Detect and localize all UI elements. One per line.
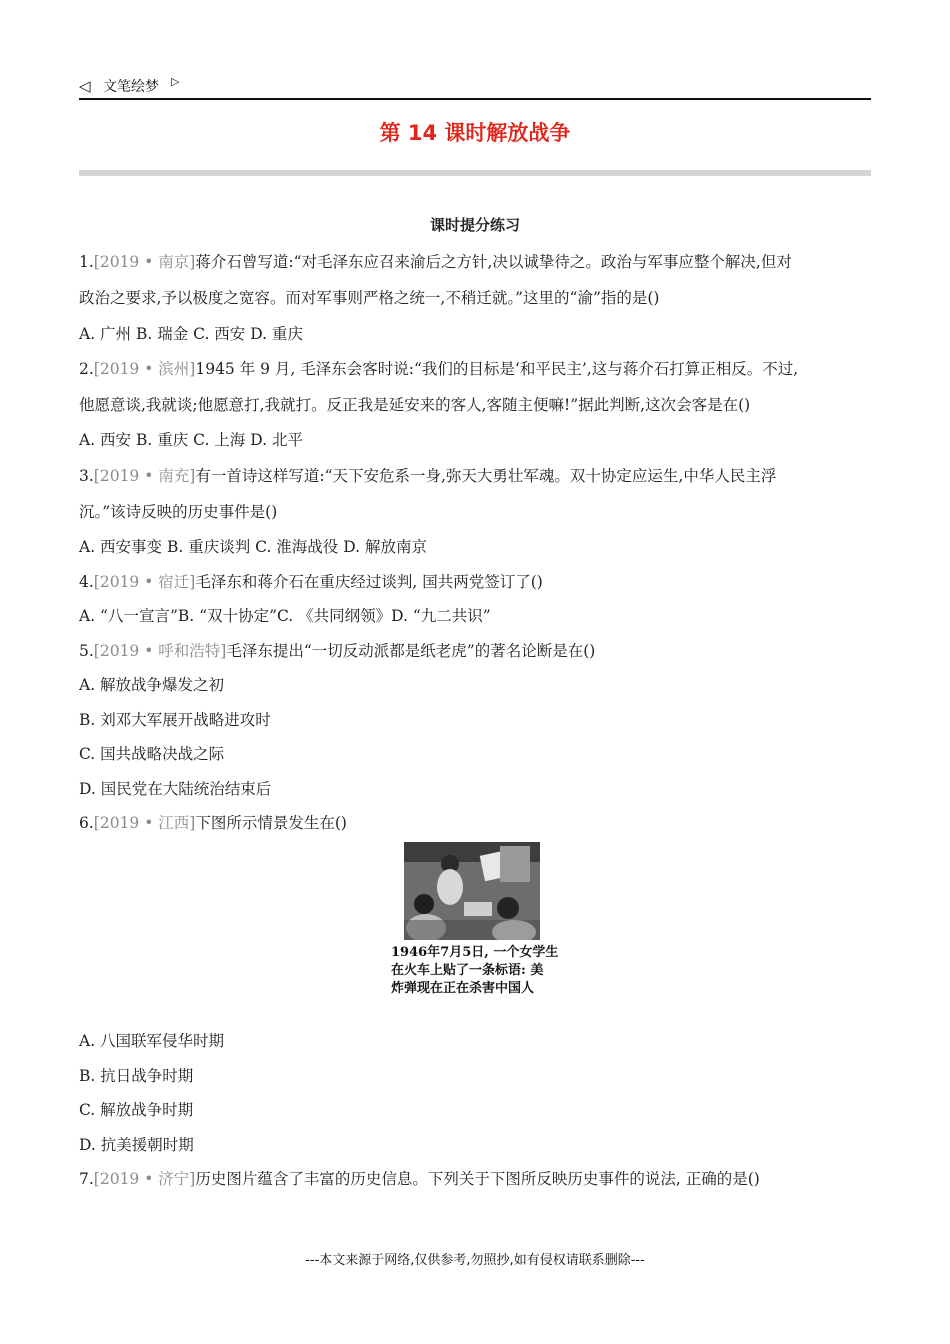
q4-line-1: 4.[2019 • 宿迁]毛泽东和蒋介石在重庆经过谈判, 国共两党签订了()	[79, 573, 543, 591]
q6-source: [2019 • 江西]	[93, 814, 196, 832]
q3-line-1: 3.[2019 • 南充]有一首诗这样写道:“天下安危系一身,弥天大勇壮军魂。双十协定应运生,中华人民主浮	[79, 467, 777, 485]
q3-source: [2019 • 南充]	[93, 467, 196, 485]
q6-option-b: B. 抗日战争时期	[79, 1067, 194, 1085]
triangle-left-icon: ◁	[79, 77, 91, 95]
brand-label: 文笔绘梦	[103, 79, 159, 95]
q1-source: [2019 • 南京]	[93, 253, 196, 271]
q5-option-d: D. 国民党在大陆统治结束后	[79, 780, 272, 798]
q3-line-2: 沉。”该诗反映的历史事件是()	[79, 503, 278, 521]
q6-option-c: C. 解放战争时期	[79, 1101, 194, 1119]
triangle-right-icon: ▷	[171, 75, 180, 88]
page-footer: ---本文来源于网络,仅供参考,勿照抄,如有侵权请联系删除---	[305, 1253, 645, 1268]
q2-source: [2019 • 滨州]	[93, 360, 196, 378]
q2-options: A. 西安 B. 重庆 C. 上海 D. 北平	[79, 431, 303, 449]
q1-line-1: 1.[2019 • 南京]蒋介石曾写道:“对毛泽东应召来渝后之方针,决以诚挚待之。政治与军事应整个解决,但对	[79, 253, 792, 271]
q3-options: A. 西安事变 B. 重庆谈判 C. 淮海战役 D. 解放南京	[79, 538, 427, 556]
q4-options: A. “八一宣言”B. “双十协定”C. 《共同纲领》D. “九二共识”	[79, 607, 491, 625]
photo-illustration	[404, 842, 540, 940]
q6-option-a: A. 八国联军侵华时期	[79, 1032, 225, 1050]
q6-line-1: 6.[2019 • 江西]下图所示情景发生在()	[79, 814, 347, 832]
q5-option-a: A. 解放战争爆发之初	[79, 676, 225, 694]
q4-source: [2019 • 宿迁]	[93, 573, 196, 591]
historical-photo	[404, 842, 540, 940]
photo-caption	[391, 944, 581, 998]
q7-source: [2019 • 济宁]	[93, 1170, 196, 1188]
q2-line-2: 他愿意谈,我就谈;他愿意打,我就打。反正我是延安来的客人,客随主便嘛!”据此判断,这次会客是在()	[79, 396, 751, 414]
divider-bar	[79, 170, 871, 176]
q6-option-d: D. 抗美援朝时期	[79, 1136, 194, 1154]
q5-option-b: B. 刘邓大军展开战略进攻时	[79, 711, 271, 729]
q1-line-2: 政治之要求,予以极度之宽容。而对军事则严格之统一,不稍迁就。”这里的“渝”指的是()	[79, 289, 660, 307]
q5-line-1: 5.[2019 • 呼和浩特]毛泽东提出“一切反动派都是纸老虎”的著名论断是在()	[79, 642, 596, 660]
q5-option-c: C. 国共战略决战之际	[79, 745, 225, 763]
page-header	[79, 74, 871, 100]
q2-line-1: 2.[2019 • 滨州]1945 年 9 月, 毛泽东会客时说:“我们的目标是‘和平民主’,这与蒋介石打算正相反。不过,	[79, 360, 799, 378]
caption-line-1: 1946年7月5日, 一个女学生	[391, 945, 559, 960]
q1-options: A. 广州 B. 瑞金 C. 西安 D. 重庆	[79, 325, 303, 343]
section-heading: 课时提分练习	[429, 216, 520, 234]
q5-source: [2019 • 呼和浩特]	[93, 642, 227, 660]
q7-line-1: 7.[2019 • 济宁]历史图片蕴含了丰富的历史信息。下列关于下图所反映历史事件的说法, 正确的是()	[79, 1170, 760, 1188]
caption-line-2: 在火车上贴了一条标语: 美	[391, 963, 544, 978]
caption-line-3: 炸弹现在正在杀害中国人	[391, 981, 535, 996]
page-title: 第 14 课时解放战争	[379, 121, 571, 145]
